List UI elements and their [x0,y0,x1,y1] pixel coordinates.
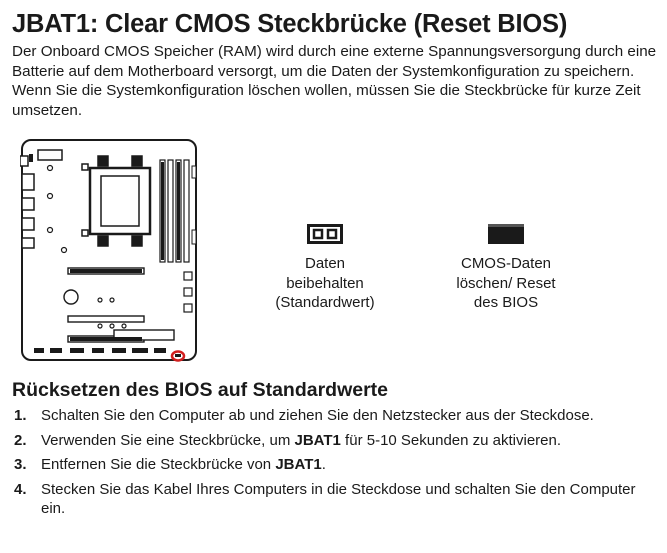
motherboard-diagram [20,138,200,364]
list-item: 3. Entfernen Sie die Steckbrücke von JBAT1. [14,456,326,473]
manual-page [12,8,657,517]
intro-paragraph: Der Onboard CMOS Speicher (RAM) wird durch eine externe Spannungsversorgung durch eine Batterie auf dem Motherboard versorgt, um die Daten der Systemkonfiguration zu speichern. Wenn Sie die Systemkonfiguration löschen wollen, müssen Sie die Steckbrücke für kurze Zeit umsetzen. [12,43,657,119]
jumper-closed-icon [488,224,524,244]
jumper-clear-line-3: des BIOS [473,294,539,311]
jumper-keep-line-2: beibehalten [286,274,364,292]
jumper-diagram-row [12,138,657,368]
list-item: 1. Schalten Sie den Computer ab und ziehen Sie den Netzstecker aus der Steckdose. [14,407,594,424]
list-item: 2. Verwenden Sie eine Steckbrücke, um JBAT1 für 5-10 Sekunden zu aktivieren. [14,431,562,449]
jumper-keep-line-1: Daten [304,255,346,272]
jumper-open-icon [307,224,343,244]
page-title: JBAT1: Clear CMOS Steckbrücke (Reset BIOS) [12,10,568,38]
jumper-clear-line-2: löschen/ Reset [456,274,556,292]
list-item: 4. Stecken Sie das Kabel Ihres Computers in die Steckdose und schalten Sie den Computer ein. [14,480,636,517]
jumper-clear-line-1: CMOS-Daten [460,255,552,272]
jumper-keep-line-3: (Standardwert) [275,294,375,311]
jumper-keep-data [270,224,380,313]
reset-steps-list [12,406,652,524]
jumper-clear-cmos [448,224,564,313]
section-title: Rücksetzen des BIOS auf Standardwerte [12,379,389,401]
